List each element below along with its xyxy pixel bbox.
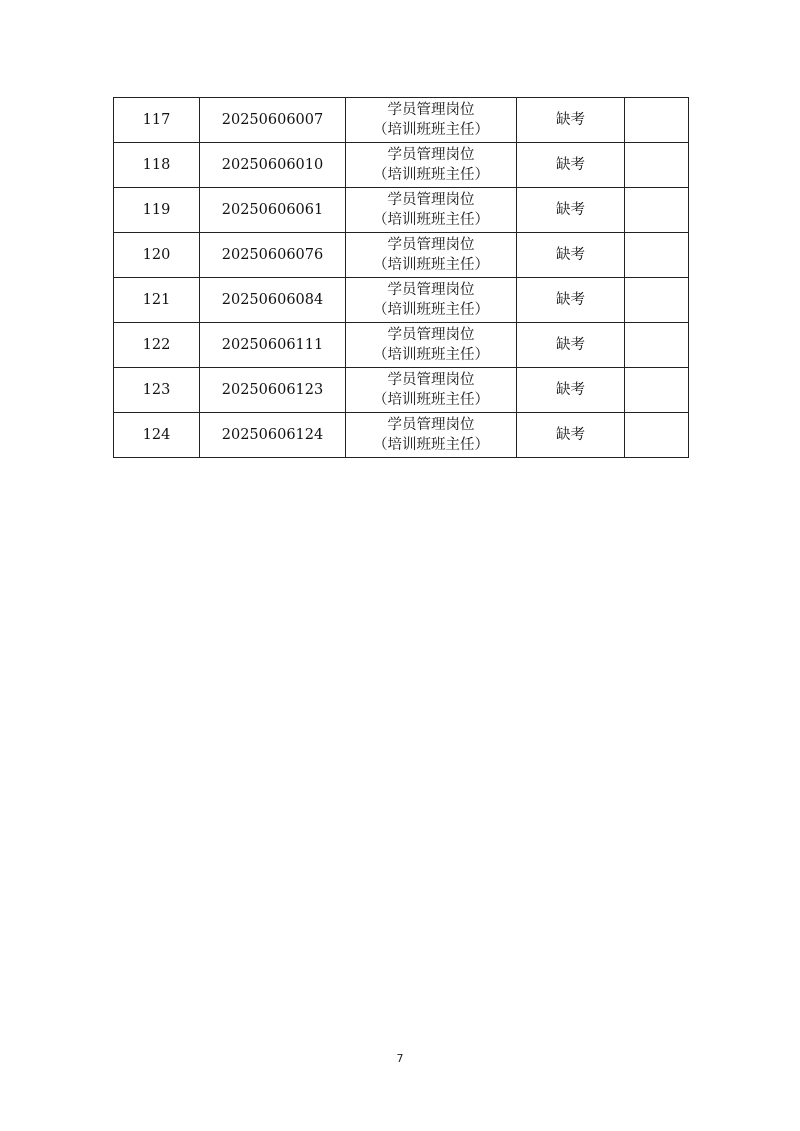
- candidate-id-cell: 20250606076: [200, 233, 346, 278]
- seq-cell: 118: [114, 143, 200, 188]
- status-cell: 缺考: [517, 278, 625, 323]
- status-cell: 缺考: [517, 233, 625, 278]
- status-cell: 缺考: [517, 413, 625, 458]
- position-line-1: 学员管理岗位: [387, 417, 475, 433]
- note-cell: [625, 323, 689, 368]
- position-line-1: 学员管理岗位: [387, 102, 475, 118]
- position-line-2: （培训班班主任）: [373, 347, 489, 363]
- seq-cell: 119: [114, 188, 200, 233]
- position-line-1: 学员管理岗位: [387, 372, 475, 388]
- note-cell: [625, 233, 689, 278]
- position-line-2: （培训班班主任）: [373, 437, 489, 453]
- candidate-id-cell: 20250606007: [200, 98, 346, 143]
- candidate-id-cell: 20250606061: [200, 188, 346, 233]
- status-cell: 缺考: [517, 143, 625, 188]
- note-cell: [625, 278, 689, 323]
- table-row: [114, 98, 689, 143]
- table-row: [114, 278, 689, 323]
- table-row: [114, 143, 689, 188]
- position-cell: [346, 323, 517, 368]
- position-cell: [346, 278, 517, 323]
- position-cell: [346, 368, 517, 413]
- seq-cell: 123: [114, 368, 200, 413]
- position-line-2: （培训班班主任）: [373, 392, 489, 408]
- seq-cell: 124: [114, 413, 200, 458]
- note-cell: [625, 188, 689, 233]
- table-row: [114, 188, 689, 233]
- position-line-1: 学员管理岗位: [387, 147, 475, 163]
- position-line-1: 学员管理岗位: [387, 237, 475, 253]
- candidate-id-cell: 20250606111: [200, 323, 346, 368]
- candidate-id-cell: 20250606123: [200, 368, 346, 413]
- candidate-id-cell: 20250606010: [200, 143, 346, 188]
- position-cell: [346, 98, 517, 143]
- seq-cell: 117: [114, 98, 200, 143]
- status-cell: 缺考: [517, 188, 625, 233]
- table-row: [114, 413, 689, 458]
- seq-cell: 121: [114, 278, 200, 323]
- table-row: [114, 323, 689, 368]
- position-line-2: （培训班班主任）: [373, 212, 489, 228]
- position-line-1: 学员管理岗位: [387, 327, 475, 343]
- note-cell: [625, 143, 689, 188]
- candidate-id-cell: 20250606084: [200, 278, 346, 323]
- position-cell: [346, 143, 517, 188]
- note-cell: [625, 98, 689, 143]
- note-cell: [625, 413, 689, 458]
- position-cell: [346, 233, 517, 278]
- page-number: 7: [396, 1052, 404, 1065]
- status-cell: 缺考: [517, 98, 625, 143]
- seq-cell: 122: [114, 323, 200, 368]
- candidate-id-cell: 20250606124: [200, 413, 346, 458]
- status-cell: 缺考: [517, 323, 625, 368]
- position-line-1: 学员管理岗位: [387, 282, 475, 298]
- position-cell: [346, 188, 517, 233]
- table-row: [114, 368, 689, 413]
- position-line-2: （培训班班主任）: [373, 122, 489, 138]
- position-line-2: （培训班班主任）: [373, 257, 489, 273]
- position-line-1: 学员管理岗位: [387, 192, 475, 208]
- position-line-2: （培训班班主任）: [373, 167, 489, 183]
- note-cell: [625, 368, 689, 413]
- position-cell: [346, 413, 517, 458]
- position-line-2: （培训班班主任）: [373, 302, 489, 318]
- status-cell: 缺考: [517, 368, 625, 413]
- table-row: [114, 233, 689, 278]
- results-table: [113, 97, 689, 458]
- seq-cell: 120: [114, 233, 200, 278]
